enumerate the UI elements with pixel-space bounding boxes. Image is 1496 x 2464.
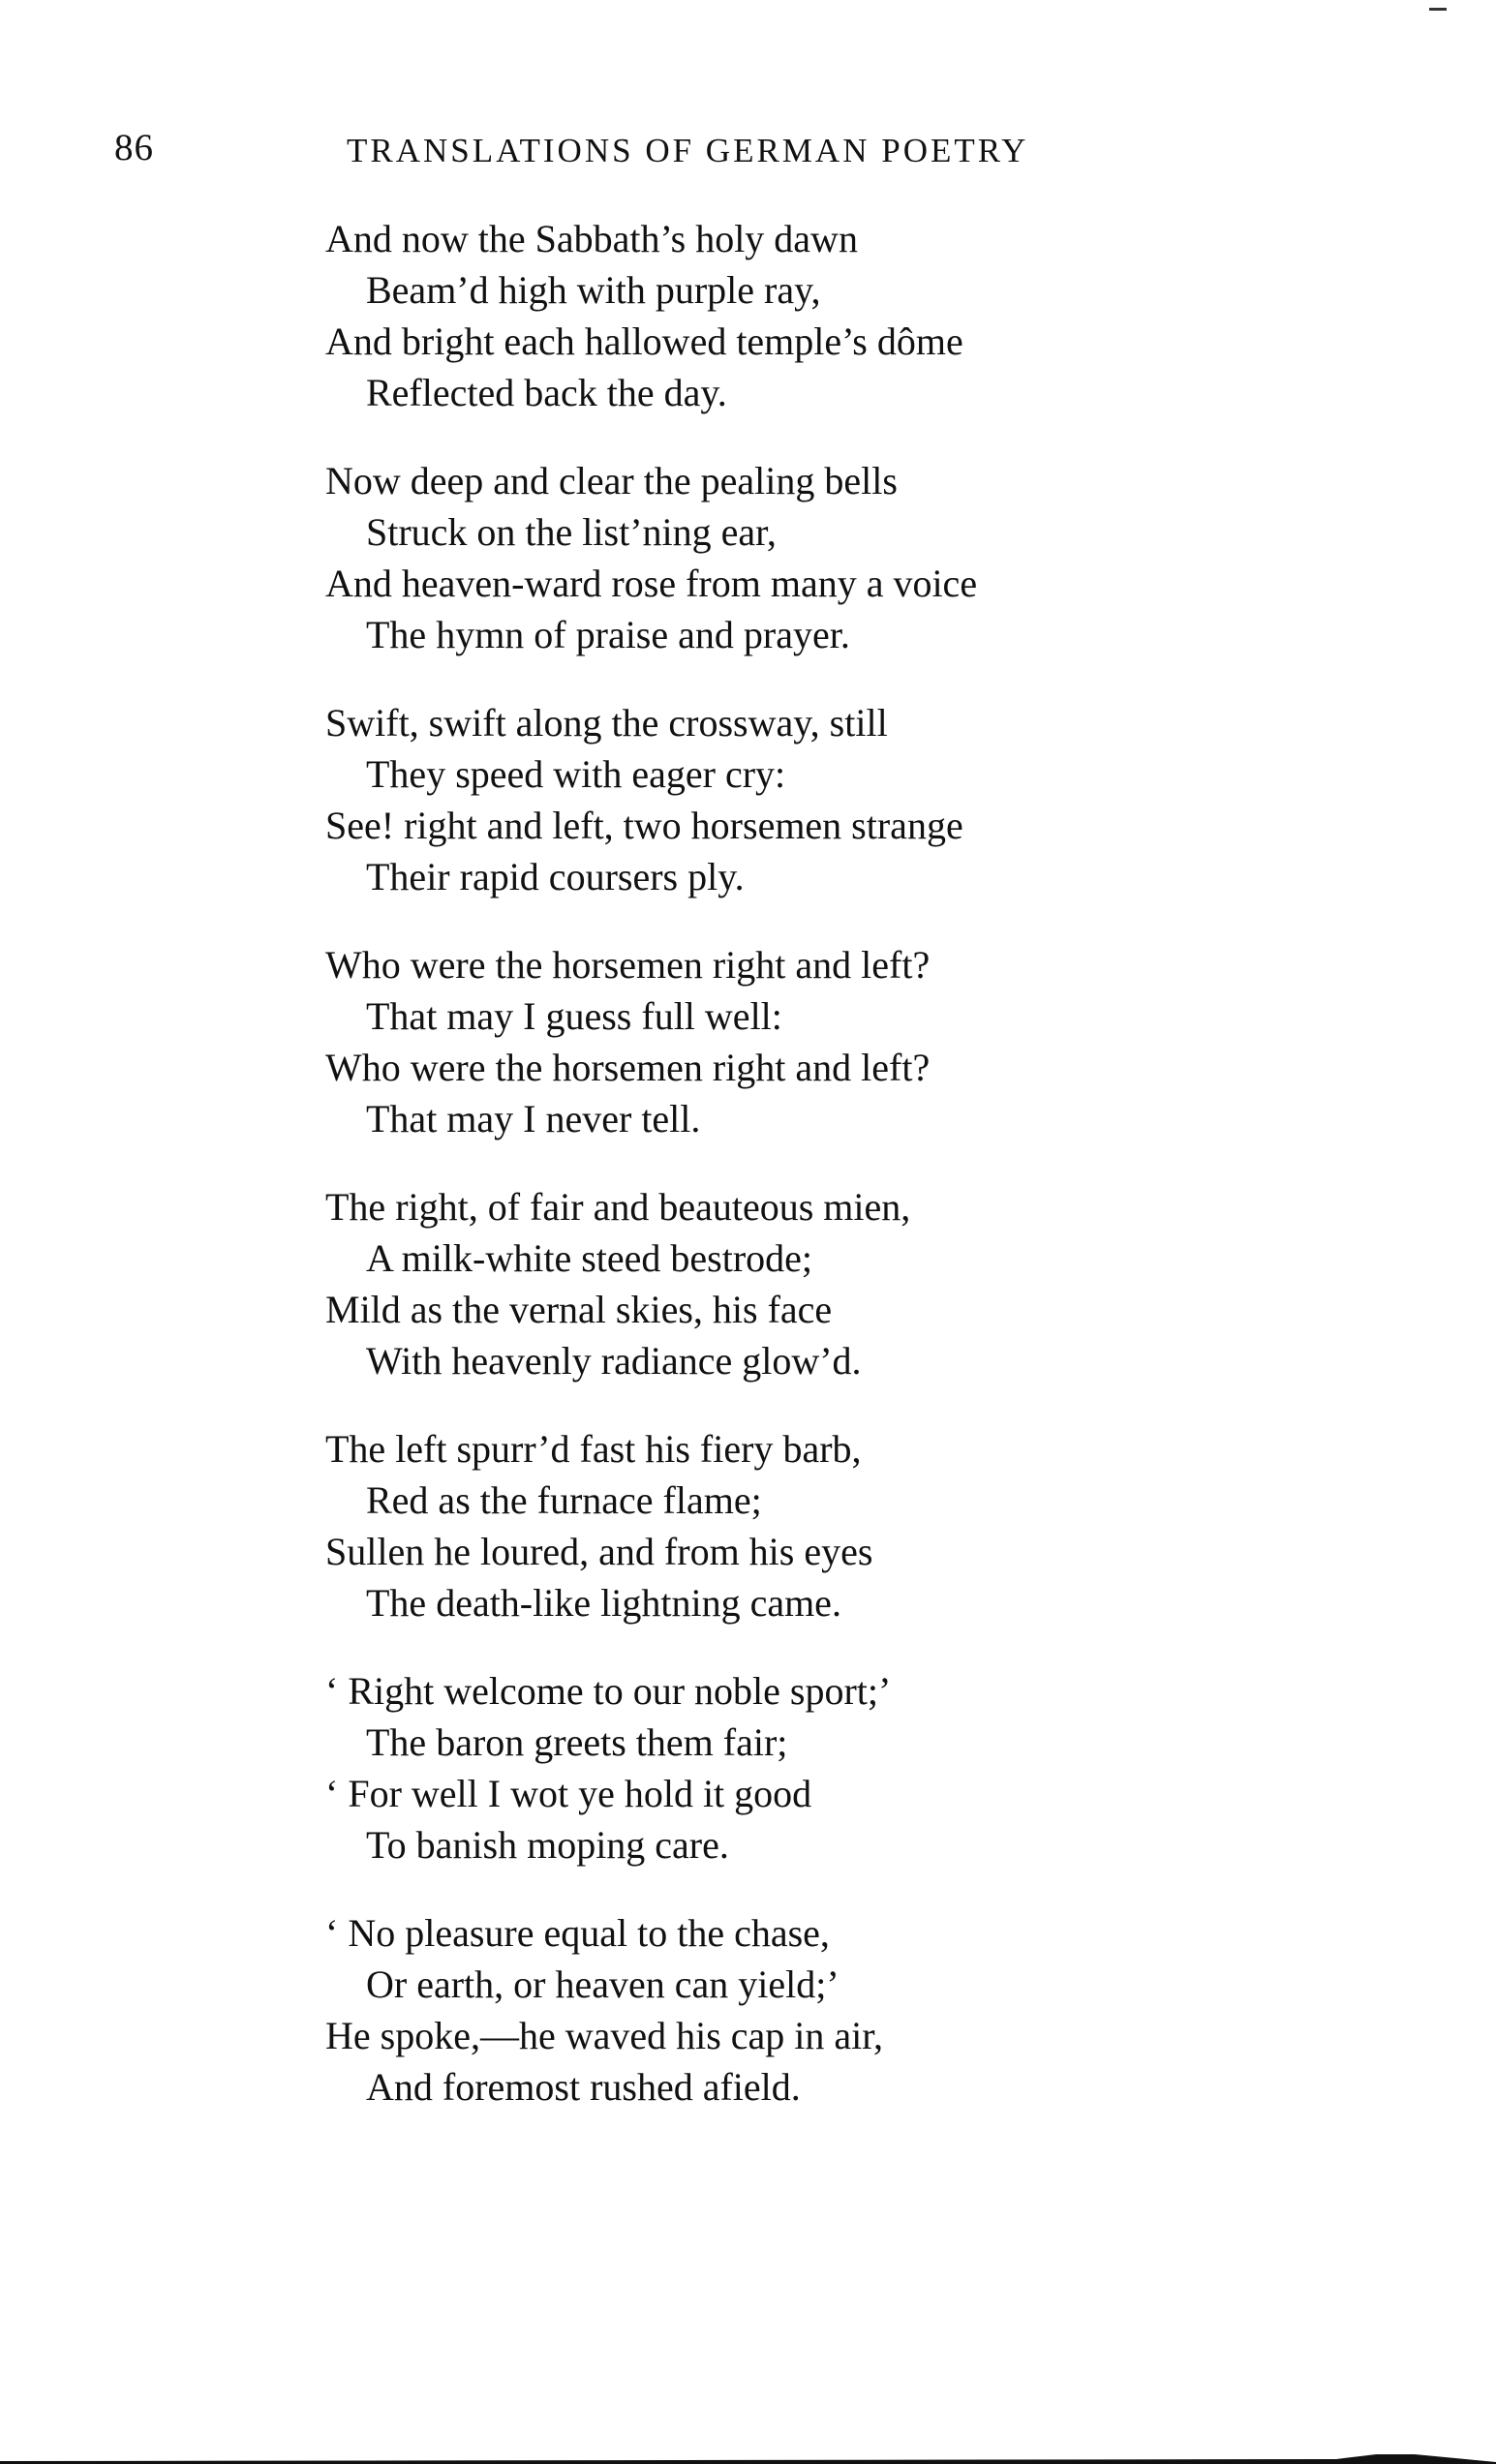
poem-line: The hymn of praise and prayer. — [366, 613, 850, 656]
bottom-rule — [0, 2454, 1496, 2464]
poem-line: Struck on the list’ning ear, — [366, 510, 777, 554]
poem-line: And heaven-ward rose from many a voice — [325, 562, 978, 605]
poem-line: The baron greets them fair; — [366, 1720, 788, 1764]
poem-line: Red as the furnace flame; — [366, 1478, 762, 1522]
stanza-8 — [325, 1907, 1294, 2113]
corner-mark — [1429, 8, 1447, 11]
stanza-7 — [325, 1665, 1294, 1871]
poem-line: And now the Sabbath’s holy dawn — [325, 217, 858, 260]
running-head: TRANSLATIONS OF GERMAN POETRY — [347, 132, 1029, 169]
poem-line: And foremost rushed afield. — [366, 2065, 801, 2109]
poem-line: And bright each hallowed temple’s dôme — [325, 319, 963, 363]
stanza-3 — [325, 697, 1294, 902]
poem-line: Or earth, or heaven can yield;’ — [366, 1962, 840, 2006]
poem-line: See! right and left, two horsemen strange — [325, 804, 963, 847]
poem-line: The left spurr’d fast his fiery barb, — [325, 1427, 862, 1471]
poem-line: That may I guess full well: — [366, 994, 782, 1038]
stanza-2 — [325, 455, 1294, 660]
poem-line: The death-like lightning came. — [366, 1581, 841, 1625]
stanza-1 — [325, 213, 1294, 418]
poem-line: ‘ Right welcome to our noble sport;’ — [325, 1669, 892, 1713]
poem-line: Who were the horsemen right and left? — [325, 1046, 931, 1089]
poem-line: To banish moping care. — [366, 1823, 729, 1867]
poem-line: A milk-white steed bestrode; — [366, 1236, 813, 1280]
page-number: 86 — [114, 127, 154, 168]
poem-line: Their rapid coursers ply. — [366, 855, 745, 898]
poem-line: With heavenly radiance glow’d. — [366, 1339, 862, 1383]
poem-line: That may I never tell. — [366, 1097, 701, 1141]
poem-line: He spoke,—he waved his cap in air, — [325, 2014, 883, 2057]
poem-line: Sullen he loured, and from his eyes — [325, 1530, 873, 1573]
poem-line: Swift, swift along the crossway, still — [325, 701, 888, 745]
stanza-5 — [325, 1181, 1294, 1386]
poem-line: The right, of fair and beauteous mien, — [325, 1185, 911, 1229]
poem-line: Who were the horsemen right and left? — [325, 943, 931, 987]
poem-line: ‘ No pleasure equal to the chase, — [325, 1911, 830, 1955]
poem-line: Beam’d high with purple ray, — [366, 268, 821, 312]
poem-line: They speed with eager cry: — [366, 752, 786, 796]
poem-line: Mild as the vernal skies, his face — [325, 1288, 833, 1331]
poem — [325, 213, 1294, 2149]
stanza-6 — [325, 1423, 1294, 1628]
poem-line: Now deep and clear the pealing bells — [325, 459, 898, 502]
stanza-4 — [325, 939, 1294, 1144]
poem-line: Reflected back the day. — [366, 371, 727, 414]
poem-line: ‘ For well I wot ye hold it good — [325, 1772, 812, 1815]
